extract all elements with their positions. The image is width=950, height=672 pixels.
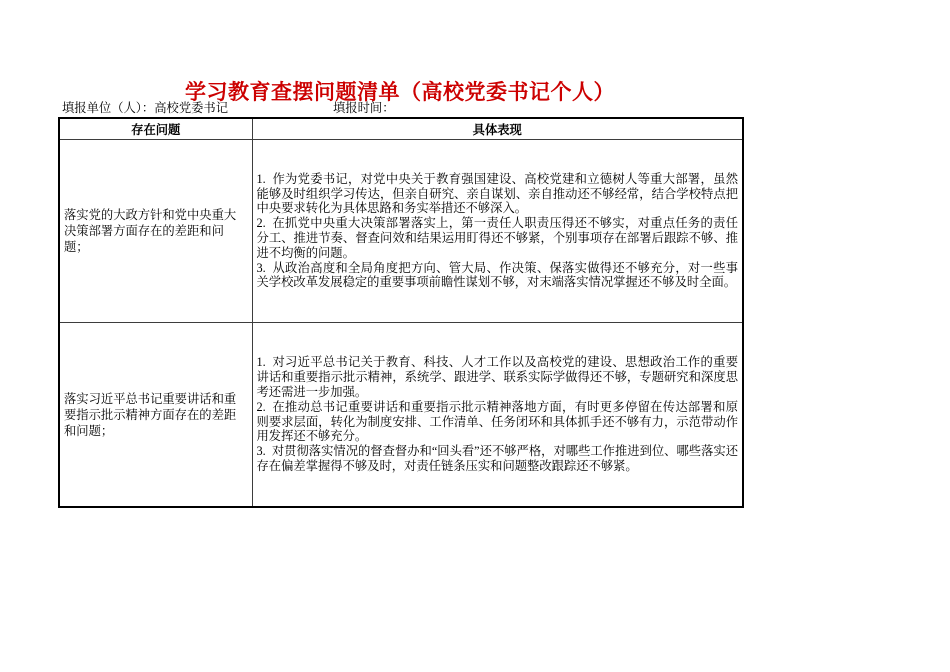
manifestation-cell [252,140,743,323]
report-unit-label: 填报单位（人）：高校党委书记 [62,101,229,115]
manifestation-item: 1. 作为党委书记，对党中央关于教育强国建设、高校党建和立德树人等重大部署，虽然能够及时组织学习传达，但亲自研究、亲自谋划、亲自推动还不够经常，结合学校特点把中央要求转化为具体思路和务实举措还不够深入。 [256,171,738,216]
manifestation-item: 2. 在抓党中央重大决策部署落实上，第一责任人职责压得还不够实，对重点任务的责任分工、推进节奏、督查问效和结果运用盯得还不够紧，个别事项存在部署后跟踪不够、推进不均衡的问题。 [256,216,738,260]
problem-table [58,117,744,508]
table-header-row [59,118,743,140]
manifestation-cell [252,323,743,508]
table-row [59,323,743,508]
report-time-label: 填报时间： [333,101,395,115]
manifestation-item: 3. 从政治高度和全局角度把方向、管大局、作决策、保落实做得还不够充分，对一些事关学校改革发展稳定的重要事项前瞻性谋划不够，对末端落实情况掌握还不够及时全面。 [256,260,738,290]
manifestation-item: 1. 对习近平总书记关于教育、科技、人才工作以及高校党的建设、思想政治工作的重要讲话和重要指示批示精神，系统学、跟进学、联系实际学做得还不够，专题研究和深度思考还需进一步加强。 [256,355,738,399]
column-header-problem: 存在问题 [59,118,252,140]
problem-cell: 落实党的大政方针和党中央重大决策部署方面存在的差距和问题； [59,140,252,323]
problem-cell: 落实习近平总书记重要讲话和重要指示批示精神方面存在的差距和问题； [59,323,252,508]
manifestation-item: 2. 在推动总书记重要讲话和重要指示批示精神落地方面，有时更多停留在传达部署和原则要求层面，转化为制度安排、工作清单、任务闭环和具体抓手还不够有力，示范带动作用发挥还不够充分。 [256,399,738,444]
document-title: 学习教育查摆问题清单（高校党委书记个人） [185,80,615,104]
column-header-manifestation: 具体表现 [252,118,743,140]
table-row [59,140,743,323]
meta-line [62,101,742,117]
manifestation-item: 3. 对贯彻落实情况的督查督办和“回头看”还不够严格，对哪些工作推进到位、哪些落实还存在偏差掌握得不够及时，对责任链条压实和问题整改跟踪还不够紧。 [256,444,738,473]
